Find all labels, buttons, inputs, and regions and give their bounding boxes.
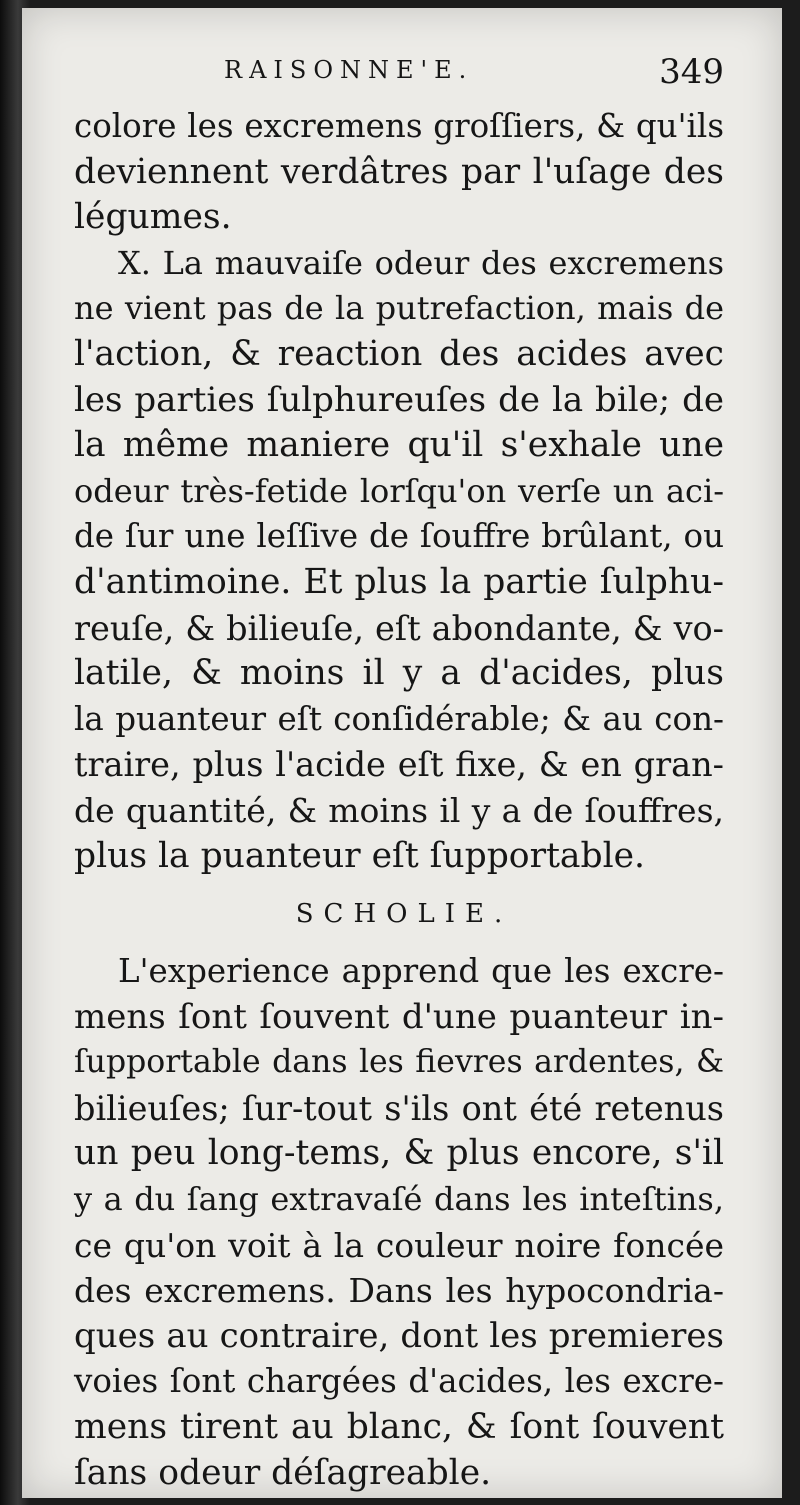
running-title: RAISONNE'E. bbox=[224, 56, 474, 84]
text-line: reuſe, & bilieuſe, eſt abondante, & vo- bbox=[74, 608, 724, 648]
text-line: ſupportable dans les fievres ardentes, & bbox=[74, 1044, 724, 1081]
text-line: plus la puanteur eſt ſupportable. bbox=[74, 835, 646, 876]
text-line: la puanteur eſt conſidérable; & au con- bbox=[74, 699, 724, 738]
text-line: mens tirent au blanc, & ſont ſouvent bbox=[74, 1407, 724, 1448]
text-line: mens ſont ſouvent d'une puanteur in- bbox=[74, 996, 724, 1037]
text-line: latile, & moins il y a d'acides, plus bbox=[74, 653, 724, 694]
text-line: ne vient pas de la putrefaction, mais de bbox=[74, 289, 724, 328]
text-line: odeur très-fetide lorſqu'on verſe un aci- bbox=[74, 471, 724, 510]
text-line: deviennent verdâtres par l'uſage des bbox=[74, 151, 724, 192]
text-line: des excremens. Dans les hypocondria- bbox=[74, 1271, 724, 1311]
text-line: L'experience apprend que les excre- bbox=[118, 952, 724, 991]
section-x-paragraph bbox=[74, 241, 724, 879]
text-line: d'antimoine. Et plus la partie ſulphu- bbox=[74, 561, 724, 602]
text-line: légumes. bbox=[74, 197, 232, 238]
text-line: ce qu'on voit à la couleur noire foncée bbox=[74, 1225, 724, 1265]
continued-paragraph bbox=[74, 104, 724, 241]
text-line: ques au contraire, dont les premieres bbox=[74, 1315, 724, 1356]
text-line: un peu long-tems, & plus encore, s'il bbox=[74, 1133, 724, 1174]
text-line: voies ſont chargées d'acides, les excre- bbox=[74, 1362, 724, 1401]
text-line: colore les excremens groſſiers, & qu'ils bbox=[74, 107, 724, 145]
page-text bbox=[74, 52, 724, 1496]
text-line: ſans odeur déſagreable. bbox=[74, 1452, 492, 1493]
scholie-heading: SCHOLIE. bbox=[295, 899, 513, 930]
text-line: l'action, & reaction des acides avec bbox=[74, 333, 724, 374]
text-line: les parties ſulphureuſes de la bile; de bbox=[74, 379, 724, 420]
scholie-paragraph bbox=[74, 949, 724, 1496]
text-line: de ſur une leſſive de ſouffre brûlant, ou bbox=[74, 517, 724, 556]
text-line: X. La mauvaiſe odeur des excremens bbox=[118, 243, 724, 282]
page-number: 349 bbox=[659, 52, 724, 92]
text-line: la même maniere qu'il s'exhale une bbox=[74, 425, 724, 466]
text-line: bilieuſes; ſur-tout s'ils ont été retenus bbox=[74, 1088, 724, 1128]
text-line: y a du ſang extravaſé dans les inteſtins, bbox=[74, 1180, 724, 1219]
text-line: de quantité, & moins il y a de ſouffres, bbox=[74, 790, 724, 830]
text-line: traire, plus l'acide eſt fixe, & en gran- bbox=[74, 745, 724, 785]
page-header bbox=[74, 52, 724, 104]
